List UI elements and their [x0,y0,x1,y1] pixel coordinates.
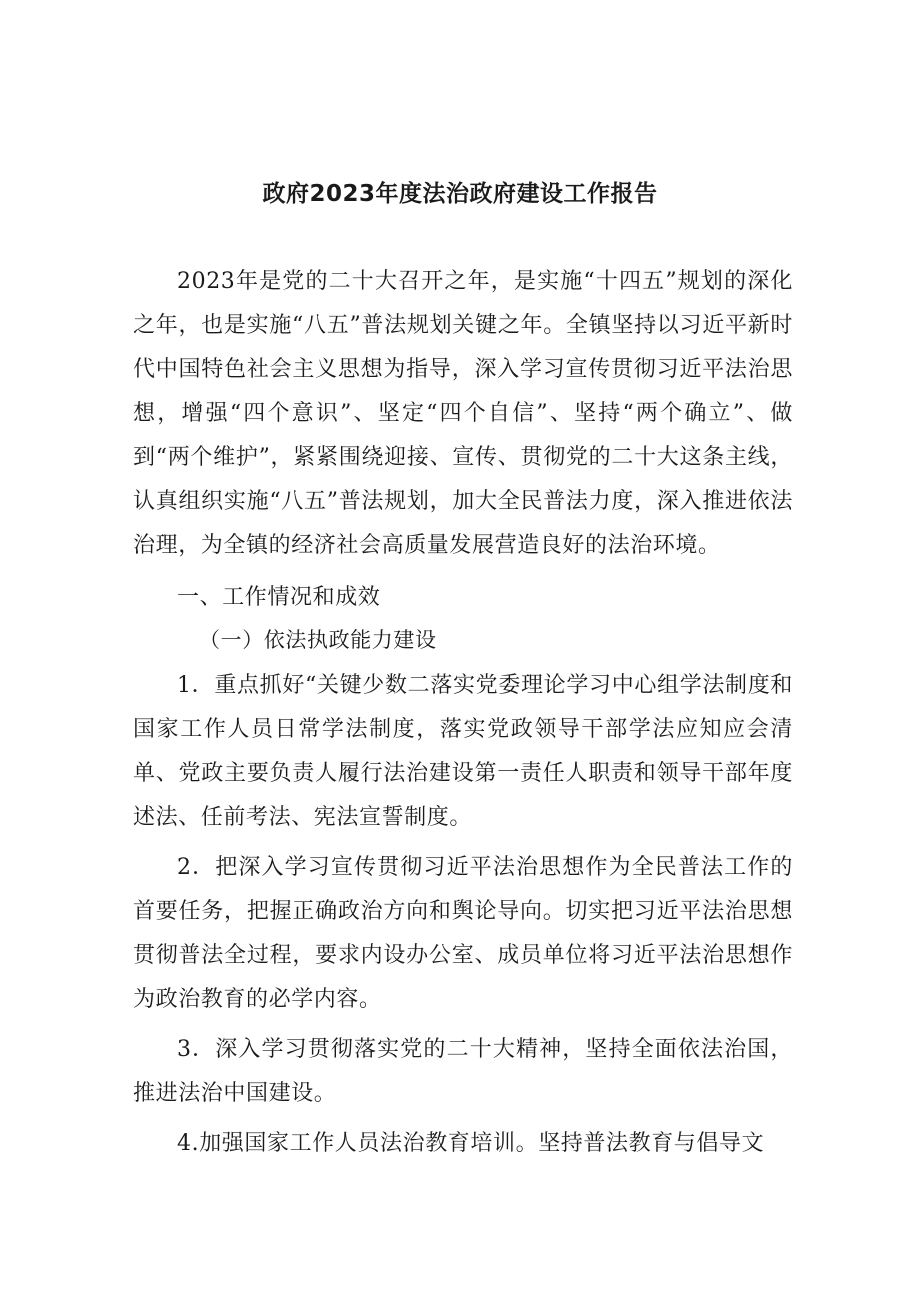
list-item-4: 4.加强国家工作人员法治教育培训。坚持普法教育与倡导文 [177,1131,765,1156]
section-heading-work-results: 一、工作情况和成效 [177,585,381,610]
document-body [133,260,793,1172]
intro-paragraph: 2023年是党的二十大召开之年，是实施“十四五”规划的深化之年，也是实施“八五”普法规划关键之年。全镇坚持以习近平新时代中国特色社会主义思想为指导，深入学习宣传贯彻习近平法治思想，增强“四个意识”、坚定“四个自信”、坚持“两个确立”、做到“两个维护”，紧紧围绕迎接、宣传、贯彻党的二十大这条主线，认真组织实施“八五”普法规划，加大全民普法力度，深入推进依法治理，为全镇的经济社会高质量发展营造良好的法治环境。 [133,269,793,558]
document-title: 政府2023年度法治政府建设工作报告 [262,181,658,207]
list-item-2: 2．把深入学习宣传贯彻习近平法治思想作为全民普法工作的首要任务，把握正确政治方向和舆论导向。切实把习近平法治思想贯彻普法全过程，要求内设办公室、成员单位将习近平法治思想作为政治教育的必学内容。 [133,855,793,1012]
list-item-3: 3．深入学习贯彻落实党的二十大精神，坚持全面依法治国，推进法治中国建设。 [133,1037,793,1106]
subsection-heading-governance-capacity: （一）依法执政能力建设 [199,628,437,652]
list-item-1: 1．重点抓好“关键少数二落实党委理论学习中心组学法制度和国家工作人员日常学法制度，落实党政领导干部学法应知应会清单、党政主要负责人履行法治建设第一责任人职责和领导干部年度述法、任前考法、宪法宣誓制度。 [133,673,793,830]
